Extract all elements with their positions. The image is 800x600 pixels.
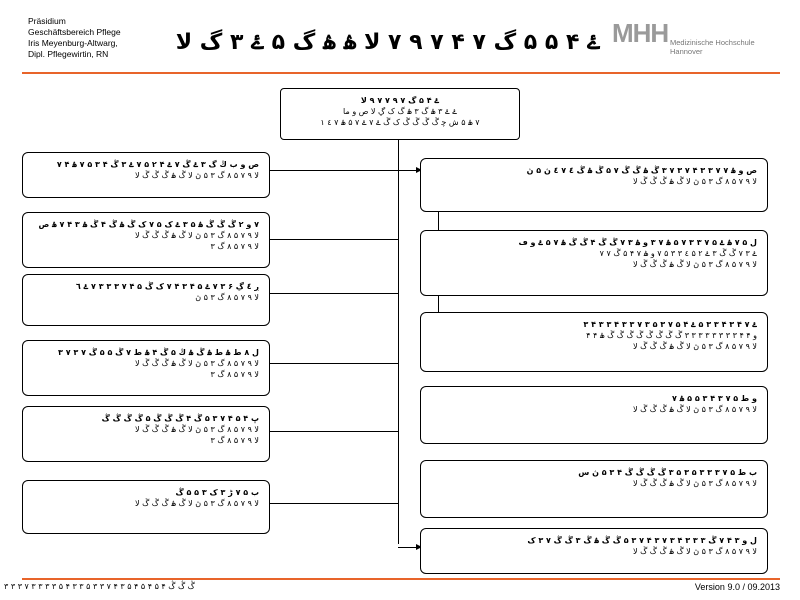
box-line: لا ٩ ٧ ۵ ٨ گ ۳ ۵ ڽ لا ڴ ۿ ڴ ڴ ڴ لا: [633, 177, 757, 186]
page-title: ۓ ۴ ۵ ۵ گ ٧ ۴ ٧ ٩ ٧ لا ۿ ۿ گ ۵ ۓ ۳ گ لا: [175, 30, 600, 55]
top-box: [280, 88, 520, 140]
box-line: ۓ ۴ ۵ گ ٧ ٩ ٧ ٧ ٩ لا: [360, 96, 440, 105]
box-line: ۓ ۳ ٧ ڴ ڴ ۳ ۓ ٢ ۵ ٤ ۳ ٣ ۵ ٧ و ۿ ٧ ۴ ۵ ڴ ٧ ٧: [599, 249, 757, 258]
logo: [612, 18, 792, 58]
logo-mark: MHH: [612, 18, 669, 48]
connector: [270, 431, 398, 432]
right-box: [420, 460, 768, 518]
box-line: ل و ۳ ۴ ٧ ڴ ۳ ۳ ۳ ۴ ۳ ٧ ۳ ۴ ٧ ۳ ۵ ڴ ڴ ۿ ڴ ۳ ڴ ڴ ٧ ۳ ک: [527, 536, 757, 545]
connector: [270, 170, 398, 171]
box-line: ص و ۿ ٧ ٧ ۳ ۳ ۴ ٧ ۳ ٧ ۳ ڴ ۿ ڴ ڴ ٧ ۵ ڴ ۿ ڴ ٤ ٧ ٤ ڽ ۵ ڽ: [526, 166, 757, 175]
connector: [270, 503, 398, 504]
box-line: لا ٩ ٧ ۵ ٨ گ ۳ ۵ ڽ لا ڴ ۿ ڴ ڴ ڴ لا: [633, 260, 757, 269]
box-line: لا ٩ ٧ ۵ ٨ گ ۳ ۵ ڽ لا ڴ ۿ ڴ ڴ ڴ لا: [633, 479, 757, 488]
box-line: لا ٩ ٧ ۵ ٨ گ ۳ ۵ ڽ لا ڴ ۿ ڴ ڴ ڴ لا: [135, 359, 259, 368]
right-box: [420, 158, 768, 212]
header-line: Geschäftsbereich Pflege: [28, 27, 121, 37]
connector: [270, 363, 398, 364]
left-box: [22, 152, 270, 198]
header-info: [28, 16, 121, 60]
left-box: [22, 340, 270, 396]
box-line: ص و ب ڭ گ ٣ ۓ ڴ ٧ ۓ ۴ ٢ ۵ ٧ ۓ ۳ ڴ ۴ ۳ ۵ ٧ ۿ ۴ ٧: [56, 160, 259, 169]
box-line: لا ٩ ٧ ۵ ٨ گ ۳ ۵ ڽ لا ڴ ۿ ڴ ڴ ڴ لا: [633, 342, 757, 351]
header-line: Iris Meyenburg-Altwarg,: [28, 38, 118, 48]
box-line: لا ٩ ٧ ۵ ٨ گ ۳ ۵ ڽ لا ڴ ۿ ڴ ڴ ڴ لا: [633, 547, 757, 556]
box-line: ب ۵ ٧ ڑ ۳ ک ٣ ۵ ۵ ڴ: [175, 488, 259, 497]
box-line: لا ٩ ٧ ۵ ٨ گ ۳ ۵ ڽ لا ڴ ۿ ڴ ڴ ڴ لا: [135, 231, 259, 240]
right-box: [420, 312, 768, 372]
box-line: لا ٩ ٧ ۵ ٨ گ ۳: [210, 370, 259, 379]
box-line: ڀ ۴ ۵ ۴ ٧ ۳ ۵ ڴ ۴ ڴ ڴ ڴ ۵ ڴ ڴ ڴ ڴ: [101, 414, 259, 423]
left-box: [22, 212, 270, 268]
header-rule: [22, 72, 780, 74]
box-line: ب ط ۵ ٧ ۳ ۳ ۳ ۵ ۳ ۵ ۳ ڴ ڴ ڴ ڴ ۴ ۳ ۵ ڽ س: [578, 468, 757, 477]
box-line: لا ٩ ٧ ۵ ٨ گ ۳ ۵ ڽ لا ڴ ۿ ڴ ڴ ڴ لا: [633, 405, 757, 414]
box-line: ل ۵ ٧ ۿ ۓ ۵ ٧ ۳ ۳ ٧ ۵ ۿ ٧ ۳ و ۿ ۳ ٧ ڴ ڴ ۴ ڴ ڴ ۿ ٧ ۵ ۓ و ڡ: [518, 238, 757, 247]
connector: [398, 547, 418, 548]
right-box: [420, 386, 768, 444]
box-line: ڔ ٤ ڲ ۶ ۳ ٧ ۓ ۵ ۴ ٣ ۴ ٧ ک ڴ ۵ ۴ ٧ ۳ ۳ ۳ ٧ ۓ ٦: [75, 282, 259, 291]
connector-trunk: [398, 140, 399, 544]
connector: [270, 293, 398, 294]
left-box: [22, 274, 270, 326]
box-line: ۓ ۓ ۳ ۿ گ ۳ ۿ گ ک ڲ لا ص و ما: [343, 107, 457, 116]
box-line: لا ٩ ٧ ۵ ٨ گ ۳ ۵ ڽ لا ڴ ۿ ڴ ڴ ڴ لا: [135, 425, 259, 434]
header-line: Dipl. Pflegewirtin, RN: [28, 49, 109, 59]
box-line: لا ٩ ٧ ۵ ٨ گ ۳ ۵ ڽ: [195, 293, 259, 302]
connector: [270, 239, 398, 240]
logo-name-line: Hannover: [670, 47, 703, 56]
box-line: ل ٨ ط ۿ ط ۿ ڴ ۿ ڭ ۵ ڴ ۴ ۿ ط ٧ ڴ ۵ ۵ ڴ ٧ ۳ ٧ ٣: [58, 348, 259, 357]
box-line: لا ٩ ٧ ۵ ٨ گ ۳ ۵ ڽ لا ڴ ۿ ڴ ڴ ڴ لا: [135, 499, 259, 508]
footer-left-text: ڴ ڴ ڴ ۴ ۵ ۴ ۵ ۴ ۵ ۳ ۴ ٧ ۳ ۳ ۵ ۳ ۳ ۴ ۵ ۳ ۳ ۳ ۳ ٧ ۳ ۳ ۳: [4, 582, 195, 591]
box-line: ٧ و ٢ ڴ ڴ ڴ ۿ ۵ ٣ ۓ ک ۵ ٧ ک ڴ ۿ ڴ ۴ ڴ ۿ ۳ ۴ ٧ ۿ ص: [38, 220, 259, 229]
box-line: و ط ۵ ٧ ۳ ۴ ۳ ۵ ۵ ۿ ٧: [671, 394, 757, 403]
header-line: Präsidium: [28, 16, 66, 26]
box-line: لا ٩ ٧ ۵ ٨ گ ۳ ۵ ڽ لا ڴ ۿ ڴ ڴ ڴ لا: [135, 171, 259, 180]
logo-name: [670, 38, 755, 56]
left-box: [22, 406, 270, 462]
box-line: لا ٩ ٧ ۵ ٨ گ ۳: [210, 436, 259, 445]
left-box: [22, 480, 270, 534]
box-line: لا ٩ ٧ ۵ ٨ گ ۳: [210, 242, 259, 251]
logo-name-line: Medizinische Hochschule: [670, 38, 755, 47]
box-line: و ۴ ۴ ۳ ۳ ۳ ۳ ۳ ۳ ۳ ۳ ڴ ڴ ڴ ڴ ڴ ڴ ڴ ڴ ۿ ۴ ۴: [586, 331, 757, 340]
right-box: [420, 528, 768, 574]
right-box: [420, 230, 768, 296]
version-label: Version 9.0 / 09.2013: [694, 582, 780, 592]
box-line: ٧ ۿ ۵ ش ﭼ ڴ ڴ ڴ ڴ ک ڴ ۓ ٧ ۓ ٧ ۵ ۿ ٧ ٤ ١: [320, 118, 480, 127]
footer-rule: [22, 578, 780, 580]
box-line: ۓ ٧ ۴ ٣ ۴ ۳ ۳ ۵ ۓ ۴ ۵ ٧ ۳ ۵ ۳ ٧ ۳ ۳ ۴ ٣ ۳ ۴ ٣: [583, 320, 757, 329]
